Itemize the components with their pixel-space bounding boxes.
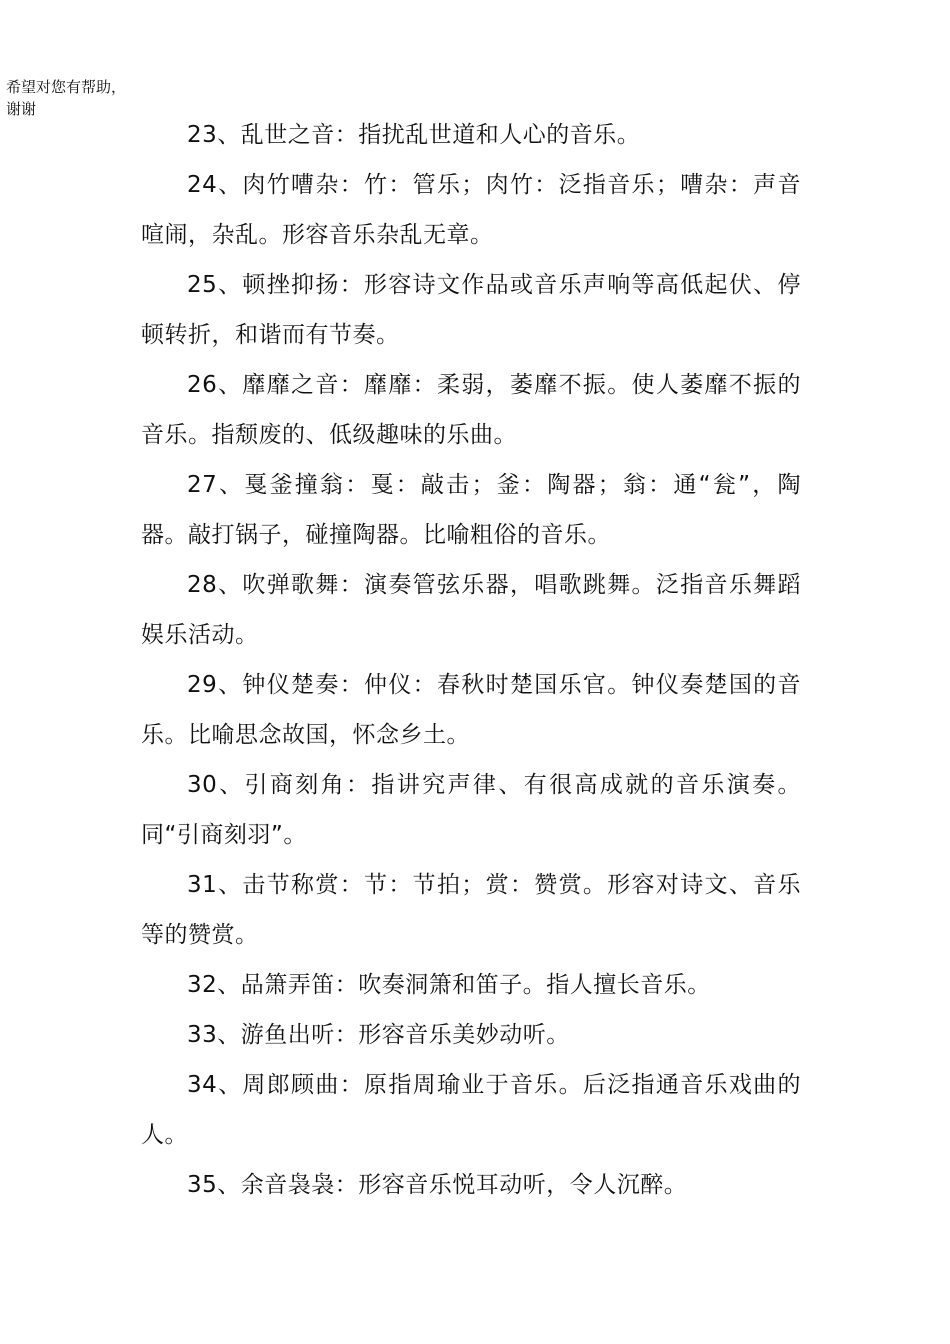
entry-27: 27、戛釜撞翁：戛：敲击；釜：陶器；翁：通“瓮”，陶器。敲打锅子，碰撞陶器。比喻粗俗的音乐。: [141, 472, 801, 548]
entry-28: 28、吹弹歌舞：演奏管弦乐器，唱歌跳舞。泛指音乐舞蹈娱乐活动。: [141, 572, 801, 648]
entry-31: 31、击节称赏：节：节拍；赏：赞赏。形容对诗文、音乐等的赞赏。: [141, 872, 801, 948]
entry-35: 35、余音袅袅：形容音乐悦耳动听，令人沉醉。: [187, 1172, 688, 1198]
entry-29: 29、钟仪楚奏：仲仪：春秋时楚国乐官。钟仪奏楚国的音乐。比喻思念故国，怀念乡土。: [141, 672, 801, 748]
header-note-line-2: 谢谢: [6, 100, 37, 118]
entry-25: 25、顿挫抑扬：形容诗文作品或音乐声响等高低起伏、停顿转折，和谐而有节奏。: [141, 272, 801, 348]
entry-33: 33、游鱼出听：形容音乐美妙动听。: [187, 1022, 570, 1048]
entry-32: 32、品箫弄笛：吹奏洞箫和笛子。指人擅长音乐。: [187, 972, 711, 998]
entry-30: 30、引商刻角：指讲究声律、有很高成就的音乐演奏。同“引商刻羽”。: [141, 772, 801, 848]
header-note-line-1: 希望对您有帮助，: [6, 78, 127, 96]
document-body: [141, 110, 801, 1210]
entry-23: 23、乱世之音：指扰乱世道和人心的音乐。: [187, 122, 641, 148]
entry-34: 34、周郎顾曲：原指周瑜业于音乐。后泛指通音乐戏曲的人。: [141, 1072, 801, 1148]
entry-26: 26、靡靡之音：靡靡：柔弱，萎靡不振。使人萎靡不振的音乐。指颓废的、低级趣味的乐曲。: [141, 372, 801, 448]
header-note: [6, 76, 126, 120]
entry-24: 24、肉竹嘈杂：竹：管乐；肉竹：泛指音乐；嘈杂：声音喧闹，杂乱。形容音乐杂乱无章。: [141, 172, 801, 248]
